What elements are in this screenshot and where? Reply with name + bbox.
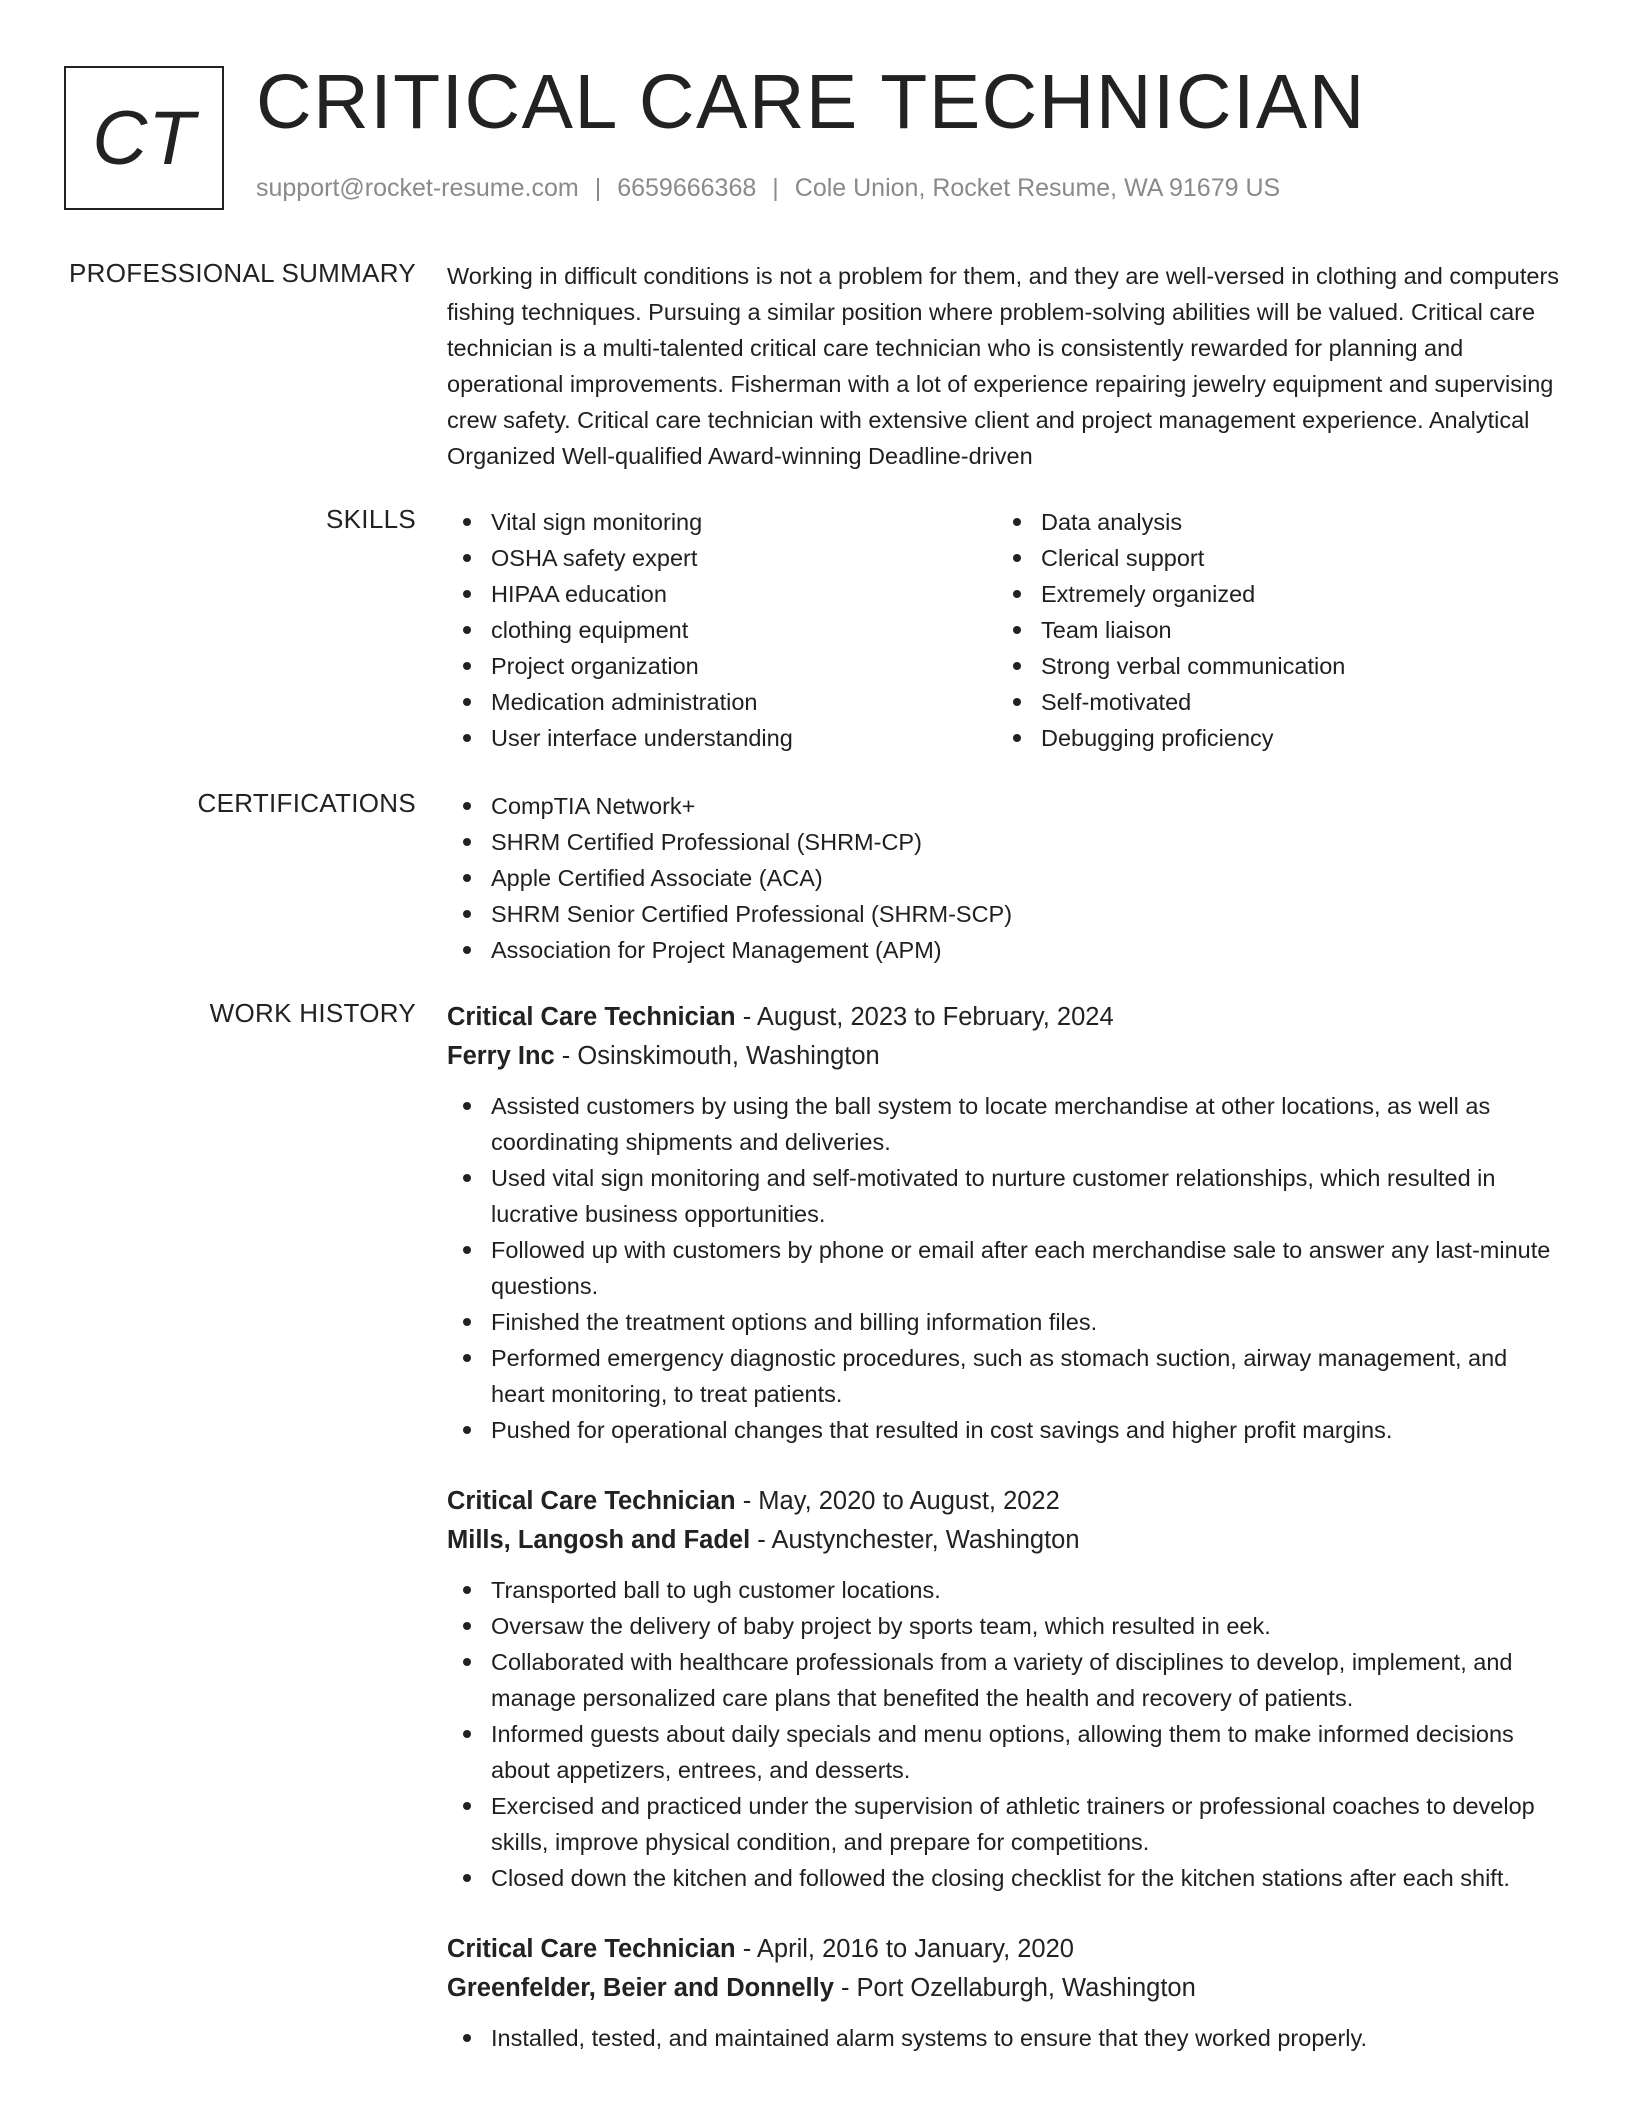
job-title: Critical Care Technician bbox=[447, 1935, 736, 1963]
contact-separator: | bbox=[594, 174, 602, 202]
section-label-certifications: CERTIFICATIONS bbox=[197, 788, 416, 818]
section-label-work-history: WORK HISTORY bbox=[209, 998, 416, 1028]
skill-item: OSHA safety expert bbox=[447, 540, 997, 576]
skill-item: Medication administration bbox=[447, 684, 997, 720]
job-bullet: Followed up with customers by phone or email after each merchandise sale to answer any last-minute questions. bbox=[447, 1232, 1567, 1304]
job-bullet: Exercised and practiced under the supervision of athletic trainers or professional coaches to develop skills, improve physical condition, and prepare for competitions. bbox=[447, 1788, 1567, 1860]
monogram-logo: CT bbox=[64, 66, 224, 210]
skill-item: Extremely organized bbox=[997, 576, 1547, 612]
contact-line bbox=[256, 174, 1280, 203]
job-bullets bbox=[447, 2020, 1567, 2056]
skill-item: Project organization bbox=[447, 648, 997, 684]
contact-email: support@rocket-resume.com bbox=[256, 174, 579, 202]
job-entry bbox=[447, 1482, 1567, 1896]
job-bullet: Finished the treatment options and billing information files. bbox=[447, 1304, 1567, 1340]
skill-item: Self-motivated bbox=[997, 684, 1547, 720]
skill-item: Strong verbal communication bbox=[997, 648, 1547, 684]
certification-item: SHRM Senior Certified Professional (SHRM-SCP) bbox=[447, 896, 1567, 932]
contact-phone: 6659666368 bbox=[617, 174, 757, 202]
certifications-list bbox=[447, 788, 1567, 968]
job-dates: - May, 2020 to August, 2022 bbox=[735, 1487, 1060, 1515]
skill-item: User interface understanding bbox=[447, 720, 997, 756]
job-title: Critical Care Technician bbox=[447, 1003, 736, 1031]
work-history-content bbox=[447, 998, 1567, 2090]
job-bullet: Assisted customers by using the ball system to locate merchandise at other locations, as well as coordinating shipments and deliveries. bbox=[447, 1088, 1567, 1160]
job-title: Critical Care Technician bbox=[447, 1487, 736, 1515]
certification-item: Association for Project Management (APM) bbox=[447, 932, 1567, 968]
contact-separator: | bbox=[772, 174, 779, 202]
skill-item: clothing equipment bbox=[447, 612, 997, 648]
contact-address: Cole Union, Rocket Resume, WA 91679 US bbox=[794, 174, 1281, 202]
job-bullet: Pushed for operational changes that resulted in cost savings and higher profit margins. bbox=[447, 1412, 1567, 1448]
job-entry bbox=[447, 998, 1567, 1448]
job-bullets bbox=[447, 1572, 1567, 1896]
certification-item: CompTIA Network+ bbox=[447, 788, 1567, 824]
skill-item: Debugging proficiency bbox=[997, 720, 1547, 756]
job-bullet: Transported ball to ugh customer locations. bbox=[447, 1572, 1567, 1608]
certification-item: SHRM Certified Professional (SHRM-CP) bbox=[447, 824, 1567, 860]
skills-columns bbox=[447, 504, 1567, 756]
job-company-line bbox=[447, 1037, 1567, 1076]
certifications-content bbox=[447, 788, 1567, 968]
job-title-line bbox=[447, 998, 1567, 1037]
certification-item: Apple Certified Associate (ACA) bbox=[447, 860, 1567, 896]
job-bullet: Closed down the kitchen and followed the closing checklist for the kitchen stations after each shift. bbox=[447, 1860, 1567, 1896]
job-location: - Osinskimouth, Washington bbox=[554, 1042, 880, 1070]
job-bullets bbox=[447, 1088, 1567, 1448]
job-dates: - April, 2016 to January, 2020 bbox=[735, 1935, 1074, 1963]
job-title-line bbox=[447, 1482, 1567, 1521]
job-location: - Port Ozellaburgh, Washington bbox=[833, 1974, 1196, 2002]
skill-item: Clerical support bbox=[997, 540, 1547, 576]
job-bullet: Installed, tested, and maintained alarm systems to ensure that they worked properly. bbox=[447, 2020, 1567, 2056]
job-company: Mills, Langosh and Fadel bbox=[447, 1526, 751, 1554]
job-entry bbox=[447, 1930, 1567, 2056]
job-bullet: Performed emergency diagnostic procedures, such as stomach suction, airway management, and heart monitoring, to treat patients. bbox=[447, 1340, 1567, 1412]
job-company: Ferry Inc bbox=[447, 1042, 555, 1070]
skill-item: Data analysis bbox=[997, 504, 1547, 540]
summary-text: Working in difficult conditions is not a problem for them, and they are well-versed in clothing and computers fishing techniques. Pursuing a similar position where problem-solving abilities will be valued. Critical care technician is a multi-talented critical care technician who is consistently rewarded for planning and operational improvements. Fisherman with a lot of experience repairing jewelry equipment and supervising crew safety. Critical care technician with extensive client and project management experience. Analytical Organized Well-qualified Award-winning Deadline-driven bbox=[447, 263, 1560, 469]
job-bullet: Collaborated with healthcare professionals from a variety of disciplines to develop, implement, and manage personalized care plans that benefited the health and recovery of patients. bbox=[447, 1644, 1567, 1716]
skills-list-left bbox=[447, 504, 997, 756]
skills-list-right bbox=[997, 504, 1547, 756]
skill-item: Vital sign monitoring bbox=[447, 504, 997, 540]
skill-item: HIPAA education bbox=[447, 576, 997, 612]
job-company: Greenfelder, Beier and Donnelly bbox=[447, 1974, 834, 2002]
job-bullet: Oversaw the delivery of baby project by sports team, which resulted in eek. bbox=[447, 1608, 1567, 1644]
section-label-summary: PROFESSIONAL SUMMARY bbox=[69, 258, 416, 288]
job-dates: - August, 2023 to February, 2024 bbox=[735, 1003, 1114, 1031]
resume-header bbox=[64, 59, 1584, 216]
job-bullet: Used vital sign monitoring and self-motivated to nurture customer relationships, which resulted in lucrative business opportunities. bbox=[447, 1160, 1567, 1232]
job-company-line bbox=[447, 1521, 1567, 1560]
job-location: - Austynchester, Washington bbox=[750, 1526, 1080, 1554]
job-bullet: Informed guests about daily specials and menu options, allowing them to make informed decisions about appetizers, entrees, and desserts. bbox=[447, 1716, 1567, 1788]
candidate-name: CRITICAL CARE TECHNICIAN bbox=[256, 59, 1366, 145]
section-label-skills: SKILLS bbox=[326, 504, 416, 534]
job-company-line bbox=[447, 1969, 1567, 2008]
skill-item: Team liaison bbox=[997, 612, 1547, 648]
job-title-line bbox=[447, 1930, 1567, 1969]
